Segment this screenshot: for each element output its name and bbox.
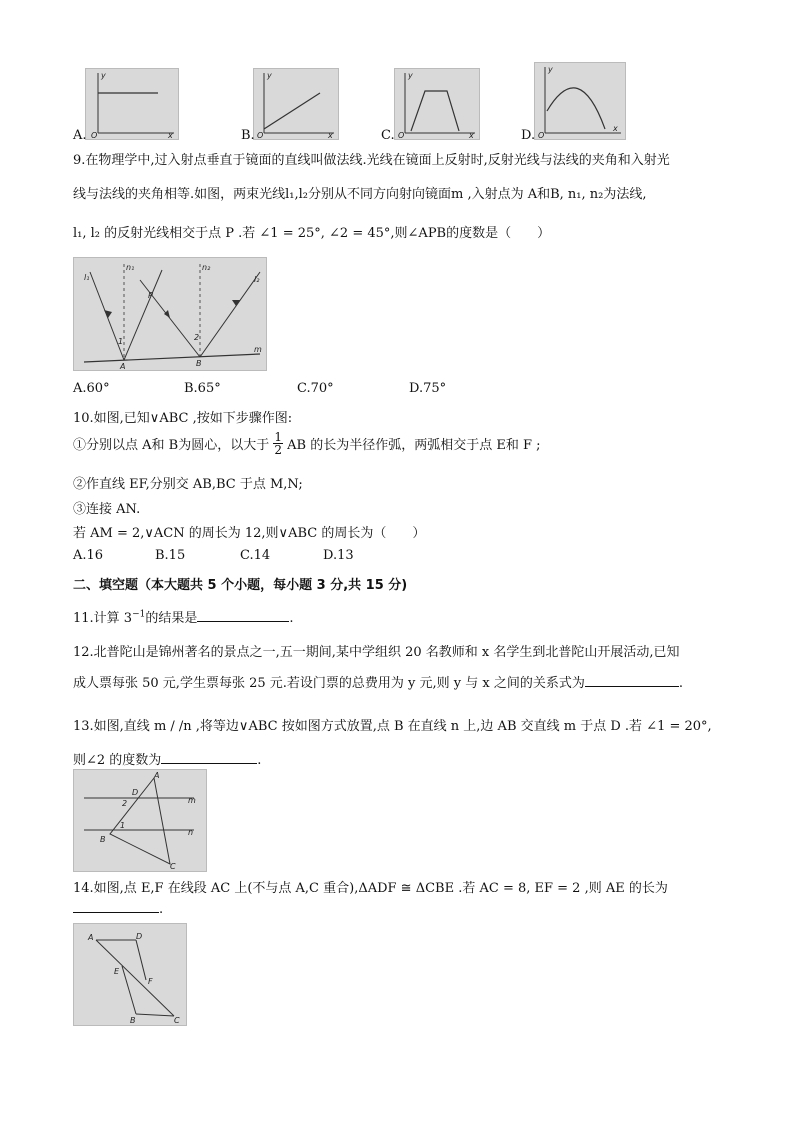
- q13-end: .: [257, 753, 262, 768]
- q9-figure: [73, 257, 267, 371]
- q11-answer-blank[interactable]: [197, 620, 289, 622]
- q12-line2: 成人票每张 50 元,学生票每张 25 元.若设门票的总费用为 y 元,则 y 与 x 之间的关系式为: [73, 676, 585, 691]
- q8-graph-b-svg: [254, 69, 338, 139]
- q11-post: 的结果是: [145, 611, 198, 626]
- q14-line2-wrap: [73, 902, 163, 917]
- q9-label-n2: n₂: [202, 263, 211, 272]
- q8c-y: y: [408, 71, 413, 80]
- q9-line3: l₁, l₂ 的反射光线相交于点 P .若 ∠1 = 25°, ∠2 = 45°,则∠APB的度数是（ ）: [73, 226, 551, 241]
- q9-label-m: m: [254, 345, 262, 354]
- q9-line1: 9.在物理学中,过入射点垂直于镜面的直线叫做法线.光线在镜面上反射时,反射光线与法线的夹角和入射光: [73, 153, 670, 168]
- q14-line1: 14.如图,点 E,F 在线段 AC 上(不与点 A,C 重合),ΔADF ≅ ΔCBE .若 AC = 8, EF = 2 ,则 AE 的长为: [73, 881, 668, 896]
- q8-option-b-label: B.: [241, 128, 255, 143]
- q12-answer-blank[interactable]: [585, 685, 679, 687]
- q14-label-c: C: [174, 1016, 180, 1025]
- q8-option-c-label: C.: [381, 128, 395, 143]
- q13-label-1: 1: [120, 821, 126, 830]
- q10-line5: 若 AM = 2,∨ACN 的周长为 12,则∨ABC 的周长为（ ）: [73, 526, 426, 541]
- q12-line1: 12.北普陀山是锦州著名的景点之一,五一期间,某中学组织 20 名教师和 x 名学生到北普陀山开展活动,已知: [73, 645, 680, 660]
- q8c-o: O: [398, 131, 405, 139]
- q11-line: [73, 607, 294, 626]
- q9-label-l2: l₂: [254, 275, 260, 284]
- section2-title: 二、填空题（本大题共 5 个小题，每小题 3 分,共 15 分): [73, 578, 408, 593]
- q13-label-a: A: [154, 771, 160, 780]
- q9-label-2: 2: [194, 333, 200, 342]
- q10-frac-num: 1: [274, 430, 282, 444]
- q13-label-d: D: [132, 788, 139, 797]
- q9-option-c: C.70°: [297, 381, 334, 396]
- q8-graph-d: [534, 62, 626, 140]
- q9-line2: 线与法线的夹角相等.如图，两束光线l₁,l₂分别从不同方向射向镜面m ,入射点为 A和B, n₁, n₂为法线,: [73, 187, 647, 202]
- q13-figure-svg: [74, 770, 206, 871]
- q9-label-a: A: [120, 362, 126, 370]
- q10-step1-pre: ①分别以点 A和 B为圆心，以大于: [73, 438, 270, 453]
- q10-line1: 10.如图,已知∨ABC ,按如下步骤作图:: [73, 411, 293, 426]
- q14-label-f: F: [148, 977, 153, 986]
- q12-end: .: [678, 676, 683, 691]
- q14-figure: [73, 923, 187, 1026]
- q8a-x: x: [168, 131, 173, 139]
- q13-line1: 13.如图,直线 m / /n ,将等边∨ABC 按如图方式放置,点 B 在直线 n 上,边 AB 交直线 m 于点 D .若 ∠1 = 20°,: [73, 719, 712, 734]
- q9-option-a: A.60°: [73, 381, 110, 396]
- q13-label-b: B: [100, 835, 106, 844]
- q11-pre: 11.计算 3: [73, 611, 133, 626]
- q10-step2: ②作直线 EF,分别交 AB,BC 于点 M,N;: [73, 477, 303, 492]
- q12-line2-wrap: [73, 672, 683, 691]
- q10-frac-den: 2: [274, 443, 282, 457]
- q14-end: .: [159, 902, 164, 917]
- q8-graph-a-svg: [86, 69, 178, 139]
- q9-label-p: P: [148, 291, 153, 300]
- q9-label-n1: n₁: [126, 263, 135, 272]
- q14-label-d: D: [136, 932, 143, 941]
- q8-graph-c-svg: [395, 69, 479, 139]
- q9-label-b: B: [196, 359, 202, 368]
- q8d-y: y: [548, 65, 553, 74]
- q8-graph-d-svg: [535, 63, 625, 139]
- q14-label-a: A: [88, 933, 94, 942]
- q8d-o: O: [538, 131, 545, 139]
- q8-option-a-label: A.: [73, 128, 87, 143]
- q13-line2: 则∠2 的度数为: [73, 753, 162, 768]
- q14-label-b: B: [130, 1016, 136, 1025]
- q13-label-n: n: [188, 828, 194, 837]
- q10-option-b: B.15: [155, 548, 186, 563]
- q10-step3: ③连接 AN.: [73, 502, 141, 517]
- q8a-o: O: [91, 131, 98, 139]
- q13-line2-wrap: [73, 749, 261, 768]
- q10-step1-post: AB 的长为半径作弧，两弧相交于点 E和 F ;: [287, 438, 541, 453]
- q8-graph-c: [394, 68, 480, 140]
- q10-option-d: D.13: [323, 548, 354, 563]
- q9-label-1: 1: [118, 337, 124, 346]
- q11-sup: −1: [132, 609, 146, 620]
- q8b-o: O: [257, 131, 264, 139]
- q8a-y: y: [101, 71, 106, 80]
- q10-fraction: [273, 431, 283, 456]
- q11-end: .: [289, 611, 294, 626]
- q13-label-2: 2: [122, 799, 128, 808]
- q8d-x: x: [613, 124, 618, 133]
- q10-option-c: C.14: [240, 548, 271, 563]
- q9-option-d: D.75°: [409, 381, 447, 396]
- q9-option-b: B.65°: [184, 381, 221, 396]
- q8c-x: x: [469, 131, 474, 139]
- q14-label-e: E: [114, 967, 120, 976]
- q8-option-d-label: D.: [521, 128, 536, 143]
- q10-option-a: A.16: [73, 548, 104, 563]
- q13-label-m: m: [188, 796, 196, 805]
- q9-label-l1: l₁: [84, 273, 90, 282]
- q14-answer-blank[interactable]: [73, 911, 159, 913]
- q13-answer-blank[interactable]: [161, 762, 257, 764]
- q8-graph-a: [85, 68, 179, 140]
- q8-graph-b: [253, 68, 339, 140]
- q13-figure: [73, 769, 207, 872]
- q8b-y: y: [267, 71, 272, 80]
- q14-figure-svg: [74, 924, 186, 1025]
- q8b-x: x: [328, 131, 333, 139]
- q10-step1: [73, 430, 541, 458]
- q13-label-c: C: [170, 862, 176, 871]
- q9-figure-svg: [74, 258, 266, 370]
